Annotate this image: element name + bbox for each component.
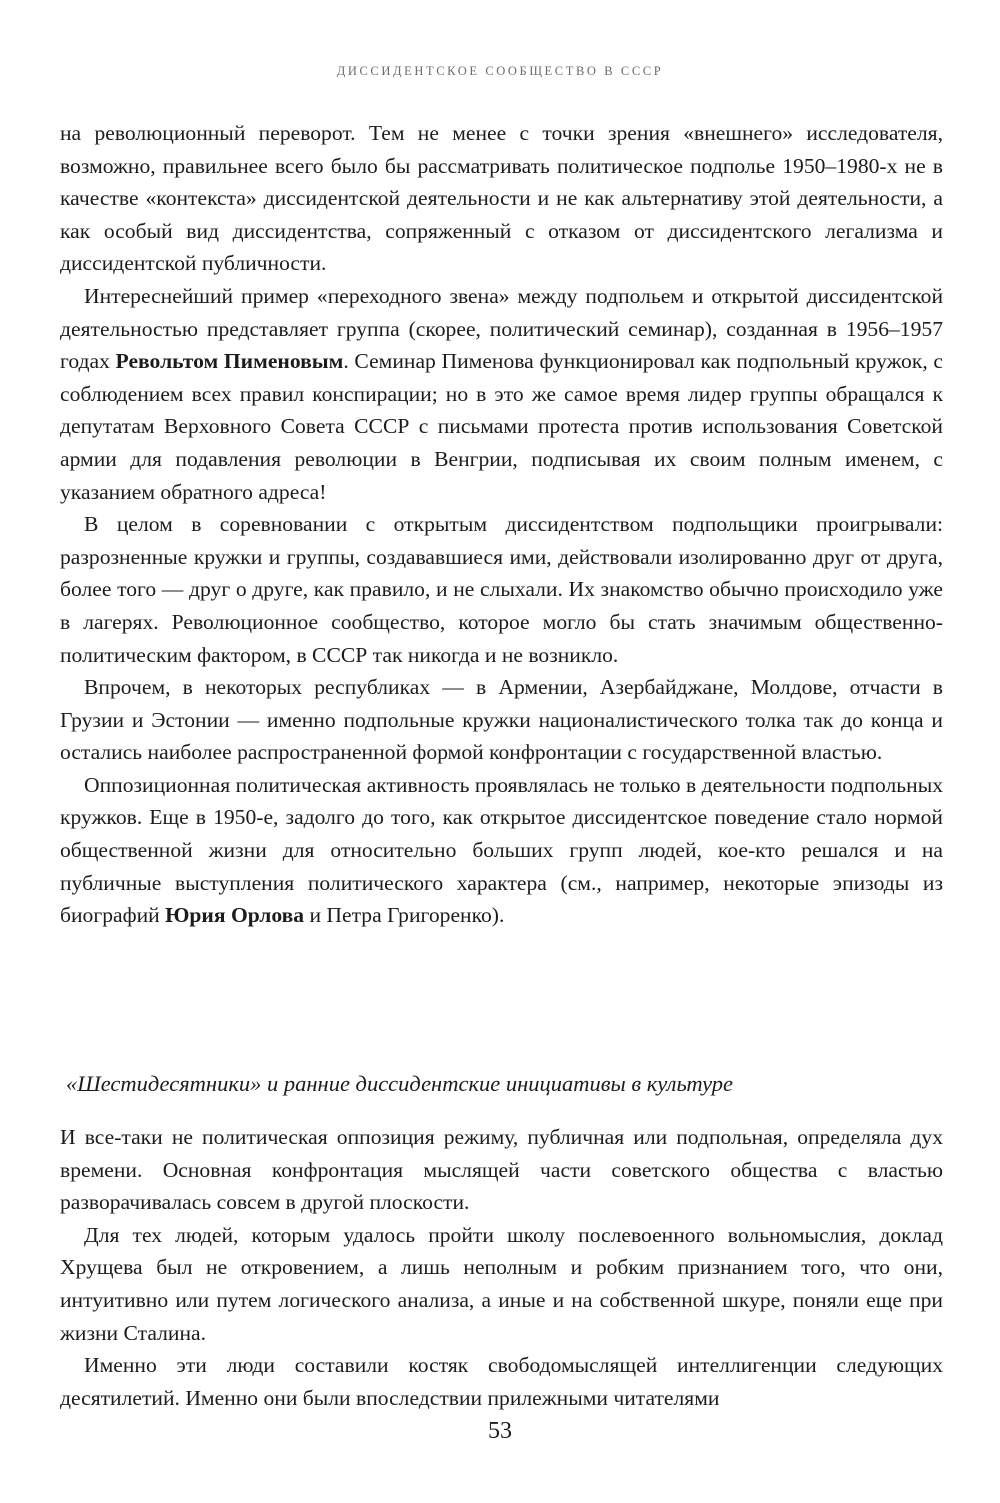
paragraph: Впрочем, в некоторых республиках — в Армении, Азербайджане, Молдове, отчасти в Грузии и Эстонии — именно подпольные кружки националистического толка так до конца и остались наиболее распространенной формой конфронтации с государственной властью. xyxy=(60,675,943,765)
paragraph: В целом в соревновании с открытым диссидентством подпольщики проигрывали: разрозненные кружки и группы, создававшиеся ими, действовали изолированно друг от друга, более того — друг о друге, как правило, и не слыхали. Их знакомство обычно происходило уже в лагерях. Революционное сообщество, которое могло бы стать значимым общественно-политическим фактором, в СССР так никогда и не возникло. xyxy=(60,512,943,667)
person-name-bold: Юрия Орлова xyxy=(165,903,305,928)
paragraph-text: Оппозиционная политическая активность проявлялась не только в деятельности подпольных кружков. Еще в 1950-е, задолго до того, как открытое диссидентское поведение стало нормой общественной жизни для относительно больших групп людей, кое-кто решался и на публичные выступления политического характера (см., например, некоторые эпизоды из биографий xyxy=(60,772,943,928)
main-text-bottom xyxy=(60,1121,943,1414)
paragraph-text: Интереснейший пример «переходного звена» между подпольем и открытой диссидентской деятельностью представляет группа (скорее, политический семинар), созданная в 1956–1957 годах xyxy=(60,283,943,374)
section-heading: «Шестидесятники» и ранние диссидентские инициативы в культуре xyxy=(66,1071,734,1096)
paragraph: Именно эти люди составили костяк свободомыслящей интеллигенции следующих десятилетий. Именно они были впоследствии прилежными читателями xyxy=(60,1353,943,1410)
paragraph xyxy=(60,280,943,508)
paragraph xyxy=(60,769,943,932)
paragraph-text: . Семинар Пименова функционировал как подпольный кружок, с соблюдением всех правил конспирации; но в это же самое время лидер группы обращался к депутатам Верховного Совета СССР с письмами протеста против использования Советской армии для подавления революции в Венгрии, подписывая их своим полным именем, с указанием обратного адреса! xyxy=(60,349,943,504)
main-text-top xyxy=(60,117,943,932)
running-head: ДИССИДЕНТСКОЕ СООБЩЕСТВО В СССР xyxy=(336,64,664,78)
paragraph: Для тех людей, которым удалось пройти школу послевоенного вольномыслия, доклад Хрущева был не откровением, а лишь неполным и робким признанием того, что они, интуитивно или путем логического анализа, а иные и на собственной шкуре, поняли еще при жизни Сталина. xyxy=(60,1222,943,1345)
paragraph: И все-таки не политическая оппозиция режиму, публичная или подпольная, определяла дух времени. Основная конфронтация мыслящей части советского общества с властью разворачивалась совсем в другой плоскости. xyxy=(60,1125,943,1215)
paragraph: на революционный переворот. Тем не менее с точки зрения «внешнего» исследователя, возможно, правильнее всего было бы рассматривать политическое подполье 1950–1980-х не в качестве «контекста» диссидентской деятельности и не как альтернативу этой деятельности, а как особый вид диссидентства, сопряженный с отказом от диссидентского легализма и диссидентской публичности. xyxy=(60,121,943,276)
page-number: 53 xyxy=(488,1418,512,1444)
paragraph-text: и Петра Григоренко). xyxy=(304,903,505,928)
person-name-bold: Револьтом Пименовым xyxy=(115,349,344,374)
